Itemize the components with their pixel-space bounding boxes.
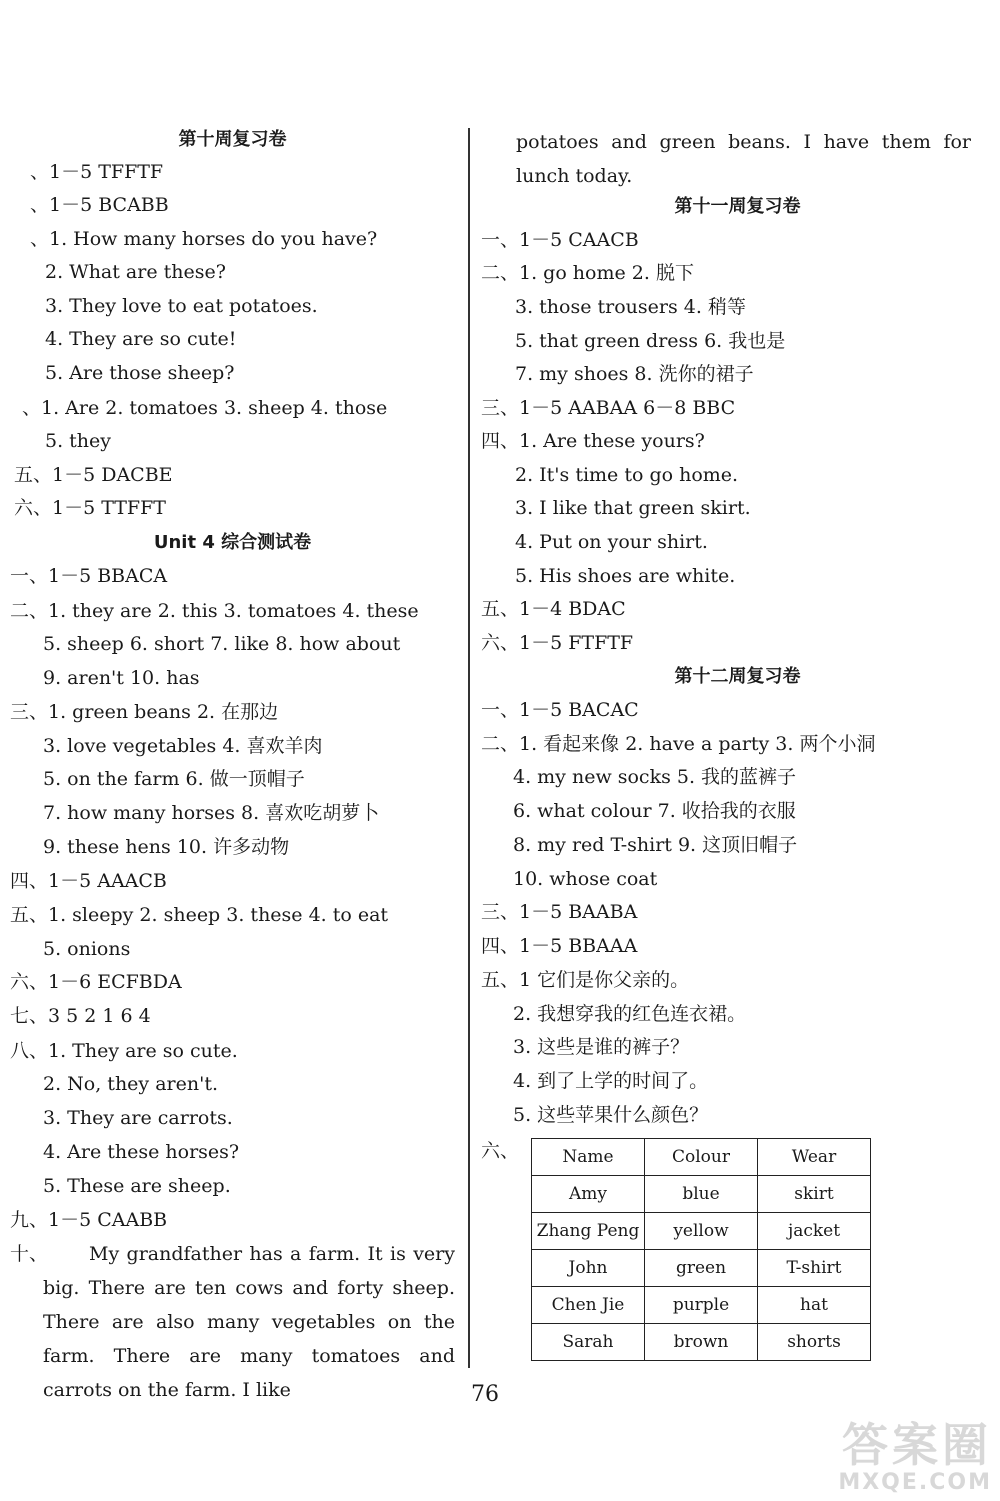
table-row bbox=[532, 1213, 871, 1250]
section-title-week12: 第十二周复习卷 bbox=[674, 666, 801, 687]
answer-line: 3. They love to eat potatoes. bbox=[45, 295, 318, 317]
question-number: 十、 bbox=[10, 1243, 49, 1265]
answer-line: 二、1. go home 2. 脱下 bbox=[481, 262, 694, 284]
question-number: 六、 bbox=[481, 1140, 520, 1162]
table-cell: green bbox=[645, 1250, 758, 1287]
answer-line: 10. whose coat bbox=[513, 868, 658, 890]
answer-line: 5. Are those sheep? bbox=[45, 362, 235, 384]
table-cell: blue bbox=[645, 1176, 758, 1213]
answer-line: 4. 到了上学的时间了。 bbox=[513, 1070, 709, 1092]
answer-line: 三、1－5 AABAA 6－8 BBC bbox=[481, 397, 736, 419]
answer-line: 五、1 它们是你父亲的。 bbox=[481, 969, 690, 991]
answer-line: 5. that green dress 6. 我也是 bbox=[515, 330, 786, 352]
table-row bbox=[532, 1250, 871, 1287]
answer-line: 9. these hens 10. 许多动物 bbox=[43, 836, 290, 858]
table-cell: skirt bbox=[758, 1176, 871, 1213]
answer-line: 5. sheep 6. short 7. like 8. how about bbox=[43, 633, 401, 655]
answer-line: 、1. How many horses do you have? bbox=[30, 228, 378, 250]
answer-line: 4. Put on your shirt. bbox=[515, 531, 708, 553]
page-number: 76 bbox=[471, 1382, 499, 1407]
answer-line: 、1. Are 2. tomatoes 3. sheep 4. those bbox=[22, 397, 388, 419]
answer-line: 5. they bbox=[45, 430, 112, 452]
watermark-title: 答案圈 bbox=[842, 1418, 992, 1472]
table-cell: John bbox=[532, 1250, 645, 1287]
section-title-week11: 第十一周复习卷 bbox=[674, 196, 801, 217]
answer-line: 五、1－4 BDAC bbox=[481, 598, 626, 620]
answer-line: 二、1. they are 2. this 3. tomatoes 4. these bbox=[10, 600, 419, 622]
answer-line: 3. They are carrots. bbox=[43, 1107, 233, 1129]
table-row bbox=[532, 1287, 871, 1324]
table-cell: purple bbox=[645, 1287, 758, 1324]
section-title-week10: 第十周复习卷 bbox=[178, 129, 287, 150]
answer-line: 9. aren't 10. has bbox=[43, 667, 200, 689]
table-header-cell: Wear bbox=[758, 1139, 871, 1176]
answer-line: 五、1－5 DACBE bbox=[14, 464, 173, 486]
answer-line: 4. They are so cute! bbox=[45, 328, 237, 350]
answer-line: 3. those trousers 4. 稍等 bbox=[515, 296, 746, 318]
answer-line: 一、1－5 CAACB bbox=[481, 229, 639, 251]
table-cell: brown bbox=[645, 1324, 758, 1361]
answer-line: 5. 这些苹果什么颜色？ bbox=[513, 1104, 709, 1126]
answer-line: 2. No, they aren't. bbox=[43, 1073, 218, 1095]
table-cell: Sarah bbox=[532, 1324, 645, 1361]
table-cell: T-shirt bbox=[758, 1250, 871, 1287]
answer-line: 7. my shoes 8. 洗你的裙子 bbox=[515, 363, 754, 385]
answer-line: 六、1－5 FTFTF bbox=[481, 632, 634, 654]
table-header-row bbox=[532, 1139, 871, 1176]
answer-line: 一、1－5 BACAC bbox=[481, 699, 639, 721]
answer-line: 一、1－5 BBACA bbox=[10, 565, 168, 587]
answer-line: 五、1. sleepy 2. sheep 3. these 4. to eat bbox=[10, 904, 389, 926]
answer-line: 4. my new socks 5. 我的蓝裤子 bbox=[513, 766, 797, 788]
answer-line: 3. 这些是谁的裤子？ bbox=[513, 1036, 690, 1058]
answer-line: 4. Are these horses? bbox=[43, 1141, 240, 1163]
answer-line: 8. my red T-shirt 9. 这顶旧帽子 bbox=[513, 834, 798, 856]
answer-line: 2. What are these? bbox=[45, 261, 226, 283]
answer-line: 3. love vegetables 4. 喜欢羊肉 bbox=[43, 735, 323, 757]
answer-line: 四、1－5 AAACB bbox=[10, 870, 167, 892]
table-cell: yellow bbox=[645, 1213, 758, 1250]
answer-line: 5. on the farm 6. 做一顶帽子 bbox=[43, 768, 305, 790]
table-cell: Zhang Peng bbox=[532, 1213, 645, 1250]
answer-line: 7. how many horses 8. 喜欢吃胡萝卜 bbox=[43, 802, 380, 824]
answer-line: 七、3 5 2 1 6 4 bbox=[10, 1005, 151, 1027]
answer-line: 九、1－5 CAABB bbox=[10, 1209, 168, 1231]
answer-line: 2. It's time to go home. bbox=[515, 464, 739, 486]
watermark-url: MXQE.COM bbox=[838, 1470, 992, 1495]
passage-text: My grandfather has a farm. It is very big. There are ten cows and forty sheep. There are also many vegetables on the farm. There are many tomatoes and carrots on the farm. I like bbox=[43, 1243, 455, 1401]
column-divider bbox=[468, 128, 470, 1368]
answer-line: 六、1－5 TTFFT bbox=[14, 497, 166, 519]
answer-line: 二、1. 看起来像 2. have a party 3. 两个小洞 bbox=[481, 733, 876, 755]
table-cell: jacket bbox=[758, 1213, 871, 1250]
answer-line: 5. His shoes are white. bbox=[515, 565, 736, 587]
answer-table bbox=[531, 1138, 871, 1361]
table-cell: hat bbox=[758, 1287, 871, 1324]
table-row bbox=[532, 1324, 871, 1361]
answer-line: 三、1. green beans 2. 在那边 bbox=[10, 701, 279, 723]
answer-line: 5. These are sheep. bbox=[43, 1175, 231, 1197]
answer-line: 6. what colour 7. 收拾我的衣服 bbox=[513, 800, 796, 822]
table-cell: Chen Jie bbox=[532, 1287, 645, 1324]
answer-line: 四、1. Are these yours? bbox=[481, 430, 705, 452]
answer-line: 三、1－5 BAABA bbox=[481, 901, 638, 923]
table-cell: Amy bbox=[532, 1176, 645, 1213]
table-header-cell: Colour bbox=[645, 1139, 758, 1176]
table-cell: shorts bbox=[758, 1324, 871, 1361]
answer-line: 、1－5 TFFTF bbox=[30, 161, 164, 183]
answer-line: 六、1－6 ECFBDA bbox=[10, 971, 182, 993]
answer-line: 3. I like that green skirt. bbox=[515, 497, 751, 519]
section-title-unit4: Unit 4 综合测试卷 bbox=[153, 532, 312, 553]
table-row bbox=[532, 1176, 871, 1213]
answer-line: 5. onions bbox=[43, 938, 131, 960]
watermark-logo bbox=[838, 1420, 992, 1495]
answer-line: 、1－5 BCABB bbox=[30, 194, 169, 216]
passage-continuation: potatoes and green beans. I have them for lunch today. bbox=[516, 131, 971, 187]
table-header-cell: Name bbox=[532, 1139, 645, 1176]
answer-line: 四、1－5 BBAAA bbox=[481, 935, 638, 957]
answer-line: 八、1. They are so cute. bbox=[10, 1040, 238, 1062]
answer-line: 2. 我想穿我的红色连衣裙。 bbox=[513, 1003, 747, 1025]
